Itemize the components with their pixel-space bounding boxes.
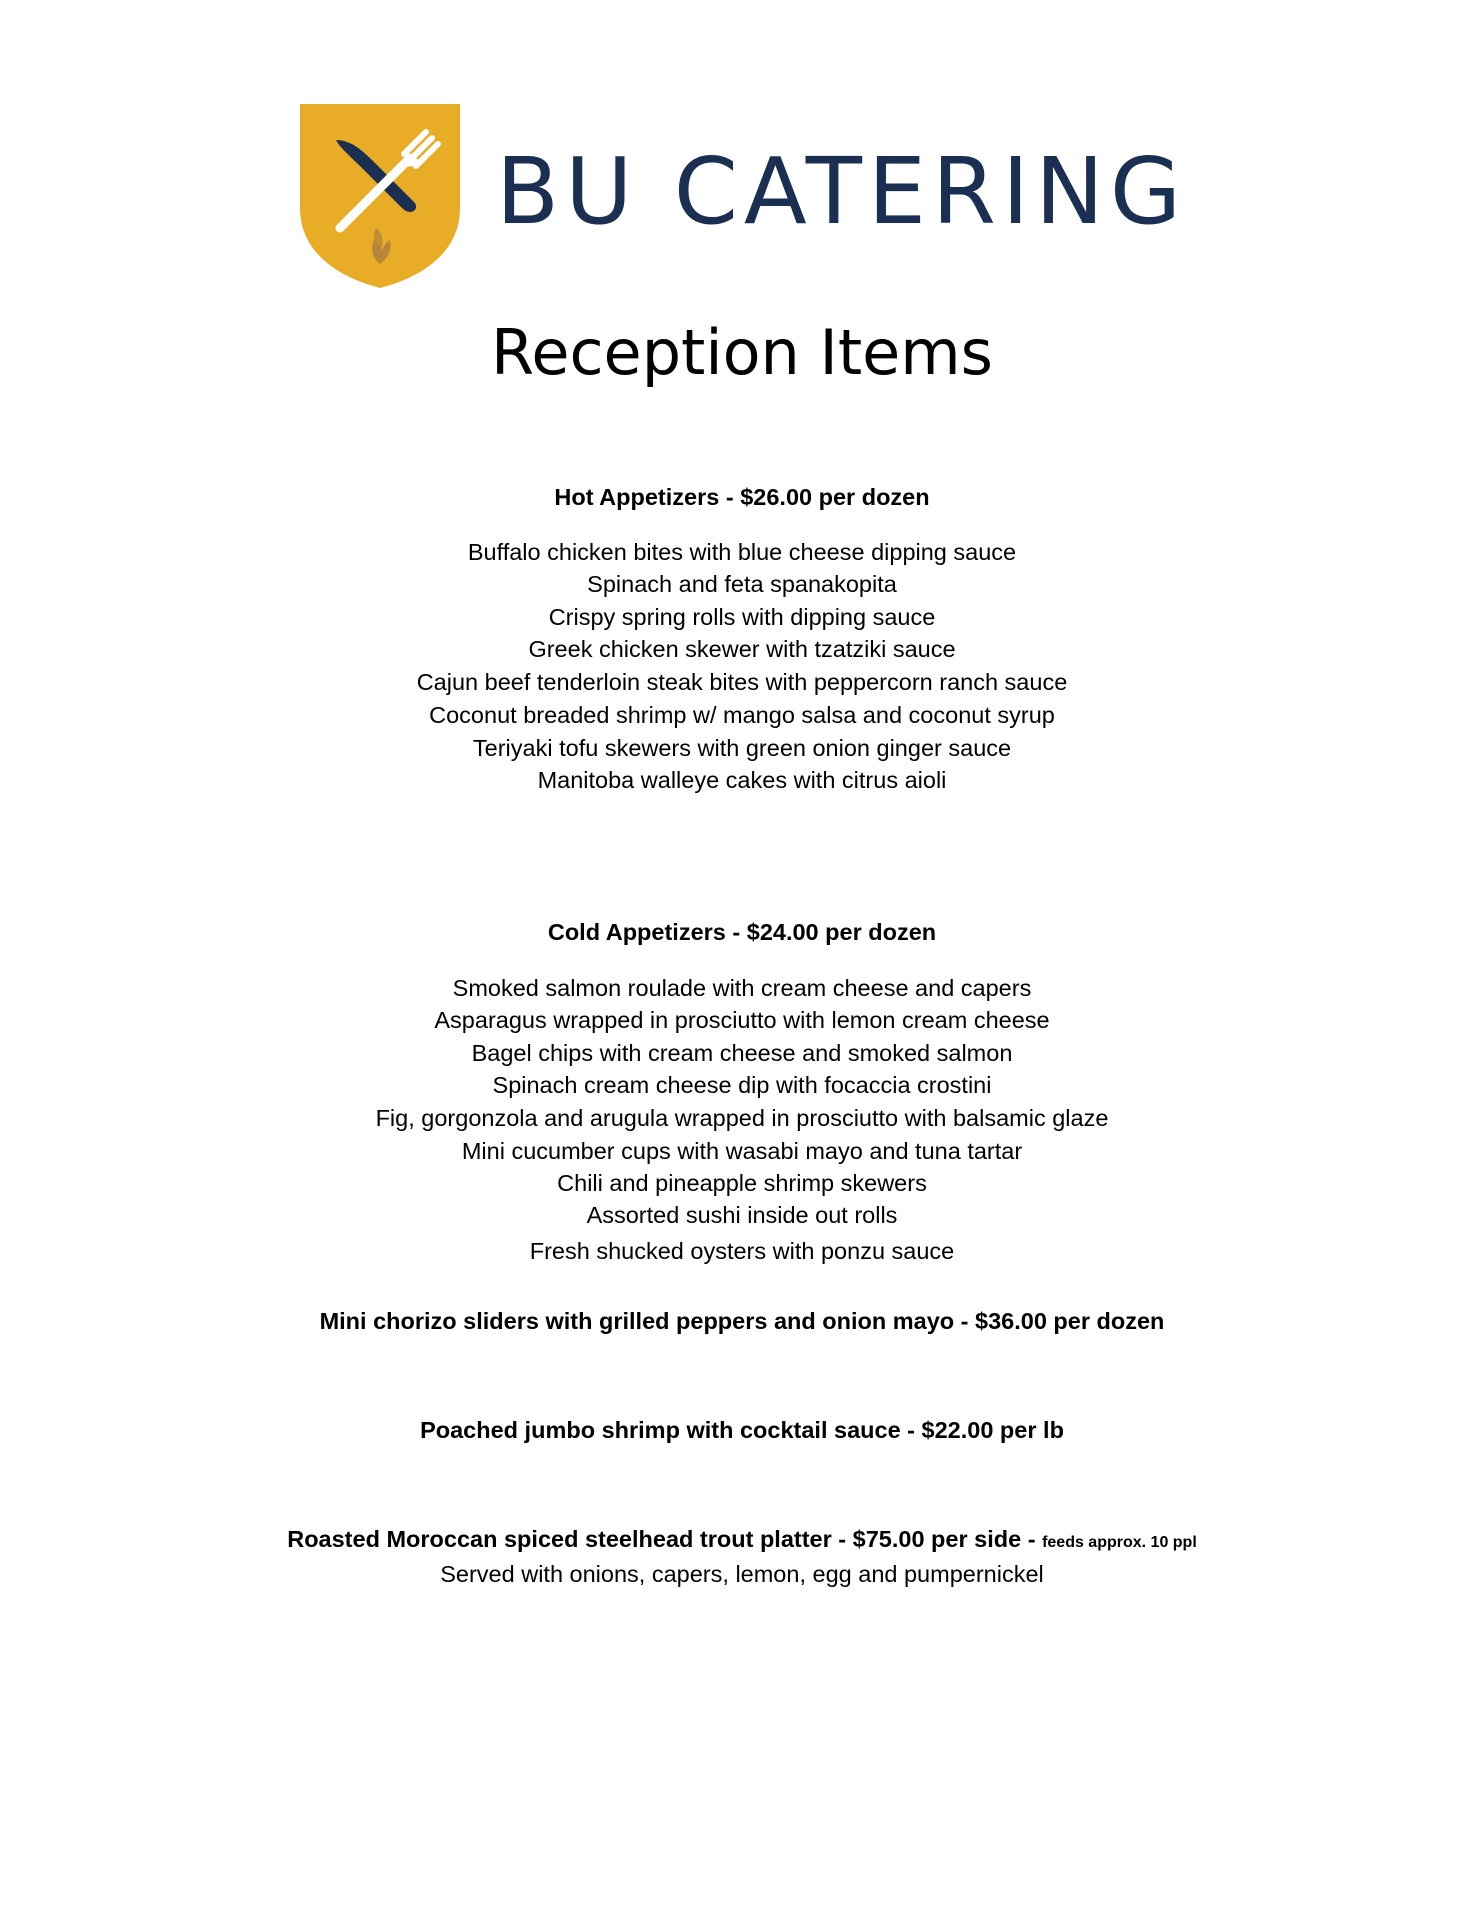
cold-item: Fig, gorgonzola and arugula wrapped in prosciutto with balsamic glaze <box>375 1105 1109 1131</box>
hot-item: Crispy spring rolls with dipping sauce <box>548 604 936 630</box>
cold-item: Spinach cream cheese dip with focaccia crostini <box>492 1072 992 1098</box>
cold-item: Mini cucumber cups with wasabi mayo and tuna tartar <box>461 1138 1023 1164</box>
hot-appetizers-heading: Hot Appetizers - $26.00 per dozen <box>554 484 930 510</box>
hot-item: Cajun beef tenderloin steak bites with peppercorn ranch sauce <box>416 669 1068 695</box>
brand-name: BU CATERING <box>496 138 1188 245</box>
cold-item: Bagel chips with cream cheese and smoked salmon <box>471 1040 1013 1066</box>
cold-item: Chili and pineapple shrimp skewers <box>557 1170 927 1196</box>
cold-item: Smoked salmon roulade with cream cheese and capers <box>452 975 1032 1001</box>
trout-main: Roasted Moroccan spiced steelhead trout platter - $75.00 per side - <box>287 1526 1043 1552</box>
page-title: Reception Items <box>491 316 993 389</box>
hot-item: Greek chicken skewer with tzatziki sauce <box>528 636 956 662</box>
hot-item: Manitoba walleye cakes with citrus aioli <box>537 767 947 793</box>
trout-note: feeds approx. 10 ppl <box>1042 1534 1197 1551</box>
sliders-item: Mini chorizo sliders with grilled peppers and onion mayo - $36.00 per dozen <box>319 1308 1165 1334</box>
hot-item: Coconut breaded shrimp w/ mango salsa and coconut syrup <box>429 702 1055 728</box>
shrimp-item: Poached jumbo shrimp with cocktail sauce - $22.00 per lb <box>420 1417 1064 1443</box>
trout-item <box>0 1528 1484 1552</box>
cold-item: Fresh shucked oysters with ponzu sauce <box>529 1238 955 1264</box>
catering-shield-logo <box>300 104 460 288</box>
cold-appetizers-heading: Cold Appetizers - $24.00 per dozen <box>547 919 937 945</box>
hot-item: Buffalo chicken bites with blue cheese dipping sauce <box>467 539 1017 565</box>
hot-item: Spinach and feta spanakopita <box>587 571 897 597</box>
trout-served: Served with onions, capers, lemon, egg and pumpernickel <box>440 1561 1044 1587</box>
cold-item: Asparagus wrapped in prosciutto with lemon cream cheese <box>434 1007 1050 1033</box>
cold-item: Assorted sushi inside out rolls <box>586 1202 898 1228</box>
hot-item: Teriyaki tofu skewers with green onion ginger sauce <box>472 735 1012 761</box>
